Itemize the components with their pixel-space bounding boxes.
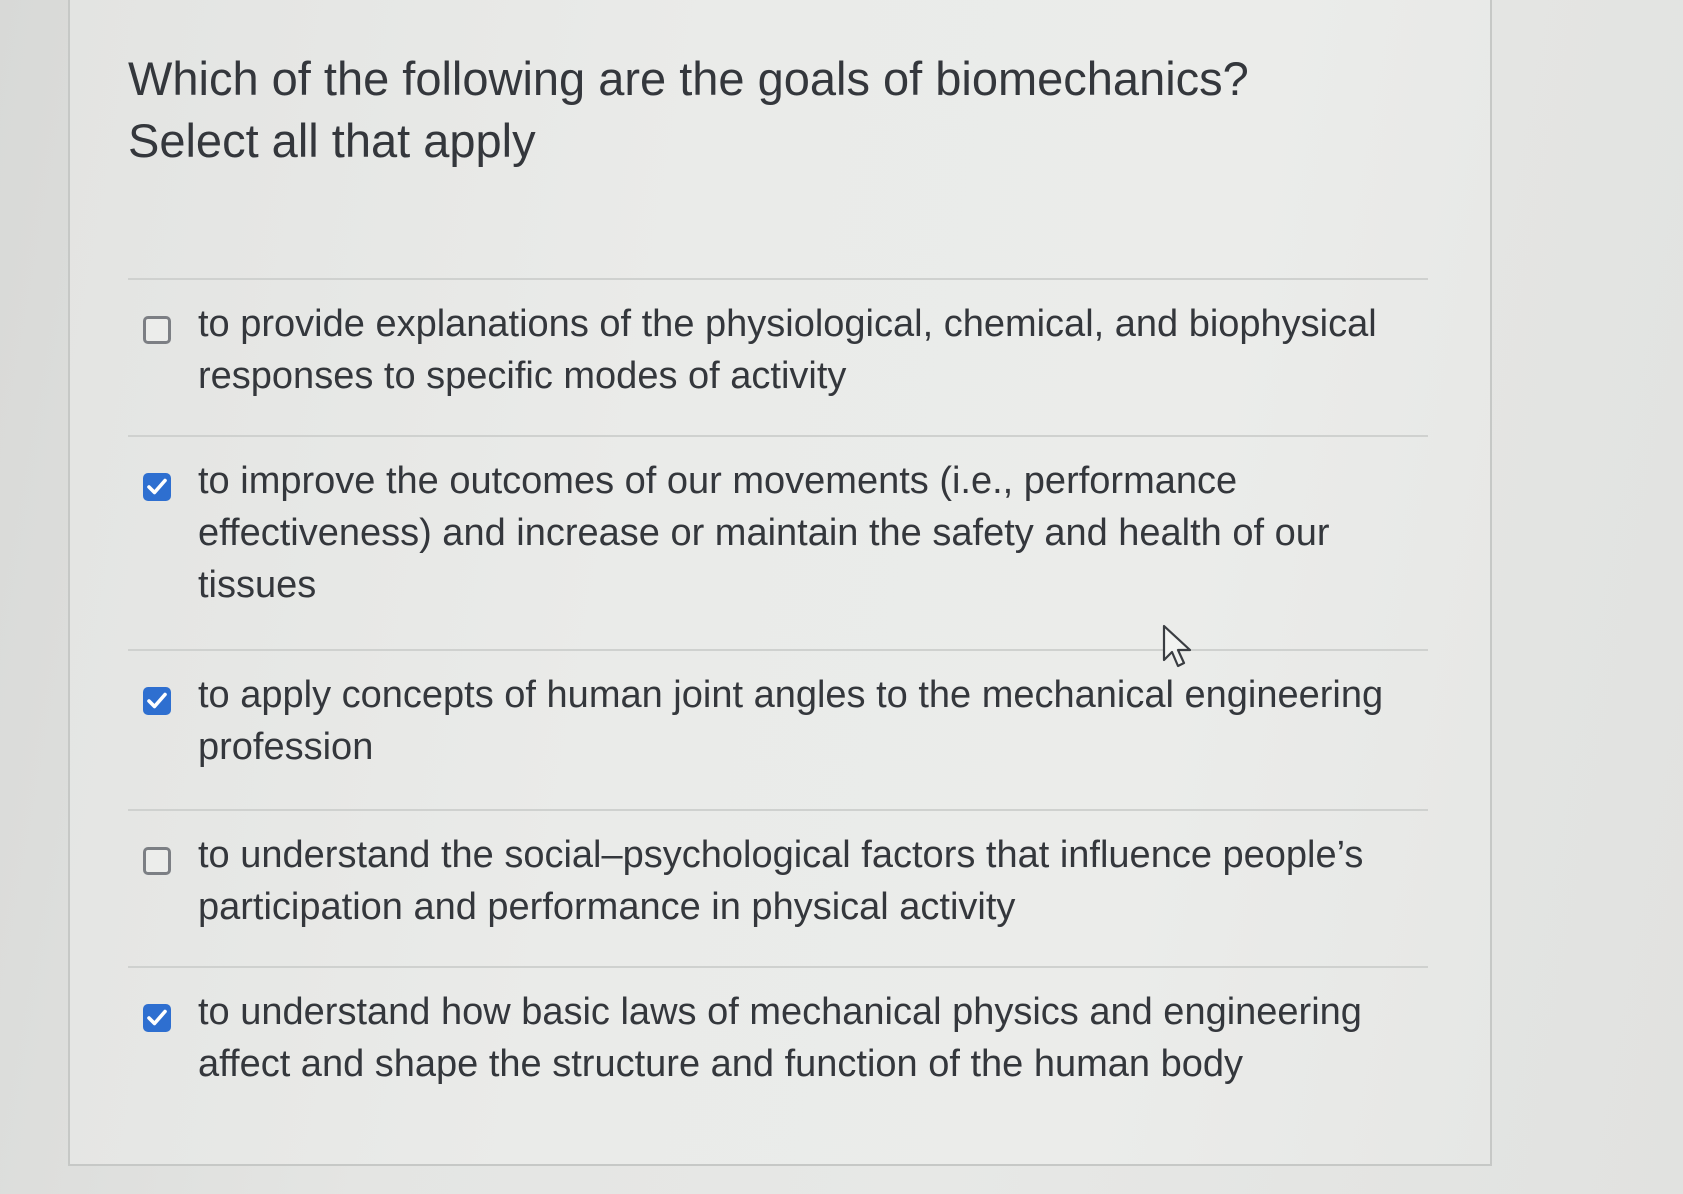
mouse-pointer-icon	[1162, 624, 1198, 670]
checkbox-checked[interactable]	[143, 1004, 171, 1032]
answer-option[interactable]	[128, 966, 1428, 1116]
answer-option-label[interactable]: to understand how basic laws of mechanical physics and engineering affect and shape the structure and function of the human body	[198, 991, 1362, 1085]
answer-option[interactable]	[128, 435, 1428, 649]
answer-option-label[interactable]: to provide explanations of the physiological, chemical, and biophysical responses to specific modes of activity	[198, 303, 1377, 397]
checkmark-icon	[147, 692, 167, 710]
answer-option-label[interactable]: to apply concepts of human joint angles to the mechanical engineering profession	[198, 674, 1384, 768]
checkbox[interactable]	[143, 847, 171, 875]
answer-option-label[interactable]: to improve the outcomes of our movements (i.e., performance effectiveness) and increase or maintain the safety and health of our tissues	[198, 460, 1330, 606]
checkmark-icon	[147, 1009, 167, 1027]
checkbox-checked[interactable]	[143, 473, 171, 501]
answer-option[interactable]	[128, 278, 1428, 435]
answer-options-list	[128, 278, 1428, 1116]
checkmark-icon	[147, 478, 167, 496]
checkbox-checked[interactable]	[143, 687, 171, 715]
question-text: Which of the following are the goals of biomechanics? Select all that apply	[128, 52, 1249, 167]
answer-option[interactable]	[128, 809, 1428, 966]
checkbox[interactable]	[143, 316, 171, 344]
answer-option-label[interactable]: to understand the social–psychological factors that influence people’s participation and performance in physical activity	[198, 834, 1364, 928]
answer-option[interactable]	[128, 649, 1428, 809]
